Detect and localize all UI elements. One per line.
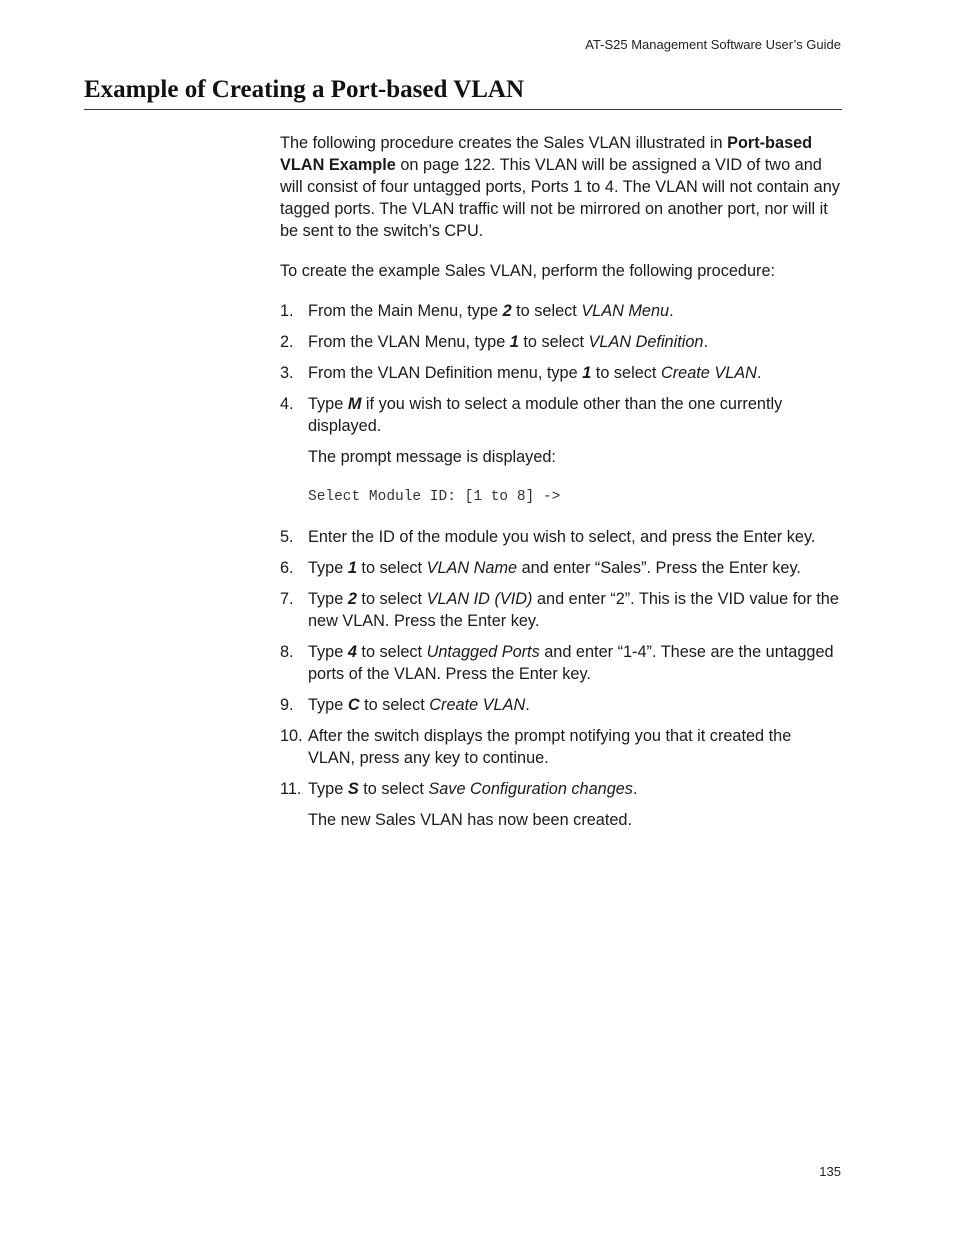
step-note: The prompt message is displayed: (308, 448, 556, 466)
step-1 (280, 300, 842, 322)
step-text: Type (308, 559, 348, 577)
step-key: 1 (509, 333, 519, 351)
menu-option: Create VLAN (660, 364, 757, 382)
menu-option: VLAN Menu (581, 302, 670, 320)
menu-option: Create VLAN (429, 696, 526, 714)
step-6 (280, 557, 842, 579)
step-number: 6. (280, 559, 294, 577)
step-text: Type (308, 395, 348, 413)
step-text: . (525, 696, 530, 714)
step-key: C (347, 696, 360, 714)
step-text: to select (356, 559, 427, 577)
intro-text: The following procedure creates the Sales VLAN illustrated in (280, 134, 728, 152)
step-key: 2 (347, 590, 357, 608)
step-text: After the switch displays the prompt notifying you that it created the VLAN, press any key to continue. (308, 727, 792, 767)
step-text: . (632, 780, 638, 798)
step-number: 9. (280, 696, 294, 714)
step-text: and enter “2”. This is the VID value for the new VLAN. Press the Enter key. (308, 590, 839, 630)
step-number: 3. (280, 364, 294, 382)
section-title: Example of Creating a Port-based VLAN (84, 76, 525, 103)
step-number: 7. (280, 590, 294, 608)
menu-option: Untagged Ports (426, 643, 540, 661)
xref-link[interactable]: Port-based VLAN Example (280, 134, 813, 174)
menu-option: Save Configuration changes (428, 780, 633, 798)
body-content (280, 132, 842, 840)
step-text: to select (358, 780, 429, 798)
step-10 (280, 725, 842, 769)
step-text: Type (308, 643, 348, 661)
step-number: 8. (280, 643, 294, 661)
step-text: Type (308, 590, 348, 608)
step-text: to select (356, 590, 427, 608)
step-key: S (347, 780, 359, 798)
step-text: Type (308, 696, 348, 714)
step-text: to select (359, 696, 430, 714)
step-number: 1. (280, 302, 294, 320)
step-4 (280, 393, 842, 508)
intro-paragraph (280, 132, 842, 242)
step-11 (280, 778, 842, 831)
step-text: to select (591, 364, 661, 382)
step-text: From the VLAN Definition menu, type (308, 364, 583, 382)
title-rule (84, 109, 842, 110)
step-text: Type (308, 780, 348, 798)
step-key: 2 (502, 302, 512, 320)
step-text: and enter “1-4”. These are the untagged ports of the VLAN. Press the Enter key. (308, 643, 834, 683)
step-number: 10. (280, 727, 303, 745)
step-number: 5. (280, 528, 294, 546)
step-text: From the Main Menu, type (308, 302, 503, 320)
lead-paragraph: To create the example Sales VLAN, perform the following procedure: (280, 262, 776, 280)
menu-option: VLAN Name (426, 559, 518, 577)
intro-text-continued: on page 122. This VLAN will be assigned a VID of two and will consist of four untagged ports, Ports 1 to 4. The VLAN will not contain any tagged ports. The VLAN traffic will not be mirrored on another port, nor will it be sent to the switch’s CPU. (280, 156, 840, 240)
step-text: Enter the ID of the module you wish to select, and press the Enter key. (308, 528, 816, 546)
step-text: . (703, 333, 709, 351)
prompt-code: Select Module ID: [1 to 8] -> (308, 489, 561, 505)
procedure-steps (280, 300, 842, 831)
step-number: 4. (280, 395, 294, 413)
step-number: 2. (280, 333, 294, 351)
step-note: The new Sales VLAN has now been created. (308, 811, 633, 829)
step-key: 1 (582, 364, 592, 382)
step-text: From the VLAN Menu, type (308, 333, 510, 351)
running-head: AT-S25 Management Software User’s Guide (585, 37, 841, 52)
step-8 (280, 641, 842, 685)
page-number: 135 (819, 1164, 841, 1179)
step-3 (280, 362, 842, 384)
step-text: and enter “Sales”. Press the Enter key. (517, 559, 801, 577)
step-text: to select (356, 643, 427, 661)
step-text: . (756, 364, 762, 382)
step-9 (280, 694, 842, 716)
step-2 (280, 331, 842, 353)
step-text: . (669, 302, 674, 320)
step-7 (280, 588, 842, 632)
step-text: if you wish to select a module other than the one currently displayed. (308, 395, 783, 435)
step-5 (280, 526, 842, 548)
step-key: 1 (347, 559, 357, 577)
step-number: 11. (280, 780, 302, 798)
menu-option: VLAN Definition (588, 333, 704, 351)
menu-option: VLAN ID (VID) (426, 590, 533, 608)
step-key: M (347, 395, 362, 413)
step-key: 4 (347, 643, 357, 661)
step-text: to select (511, 302, 582, 320)
step-text: to select (518, 333, 589, 351)
